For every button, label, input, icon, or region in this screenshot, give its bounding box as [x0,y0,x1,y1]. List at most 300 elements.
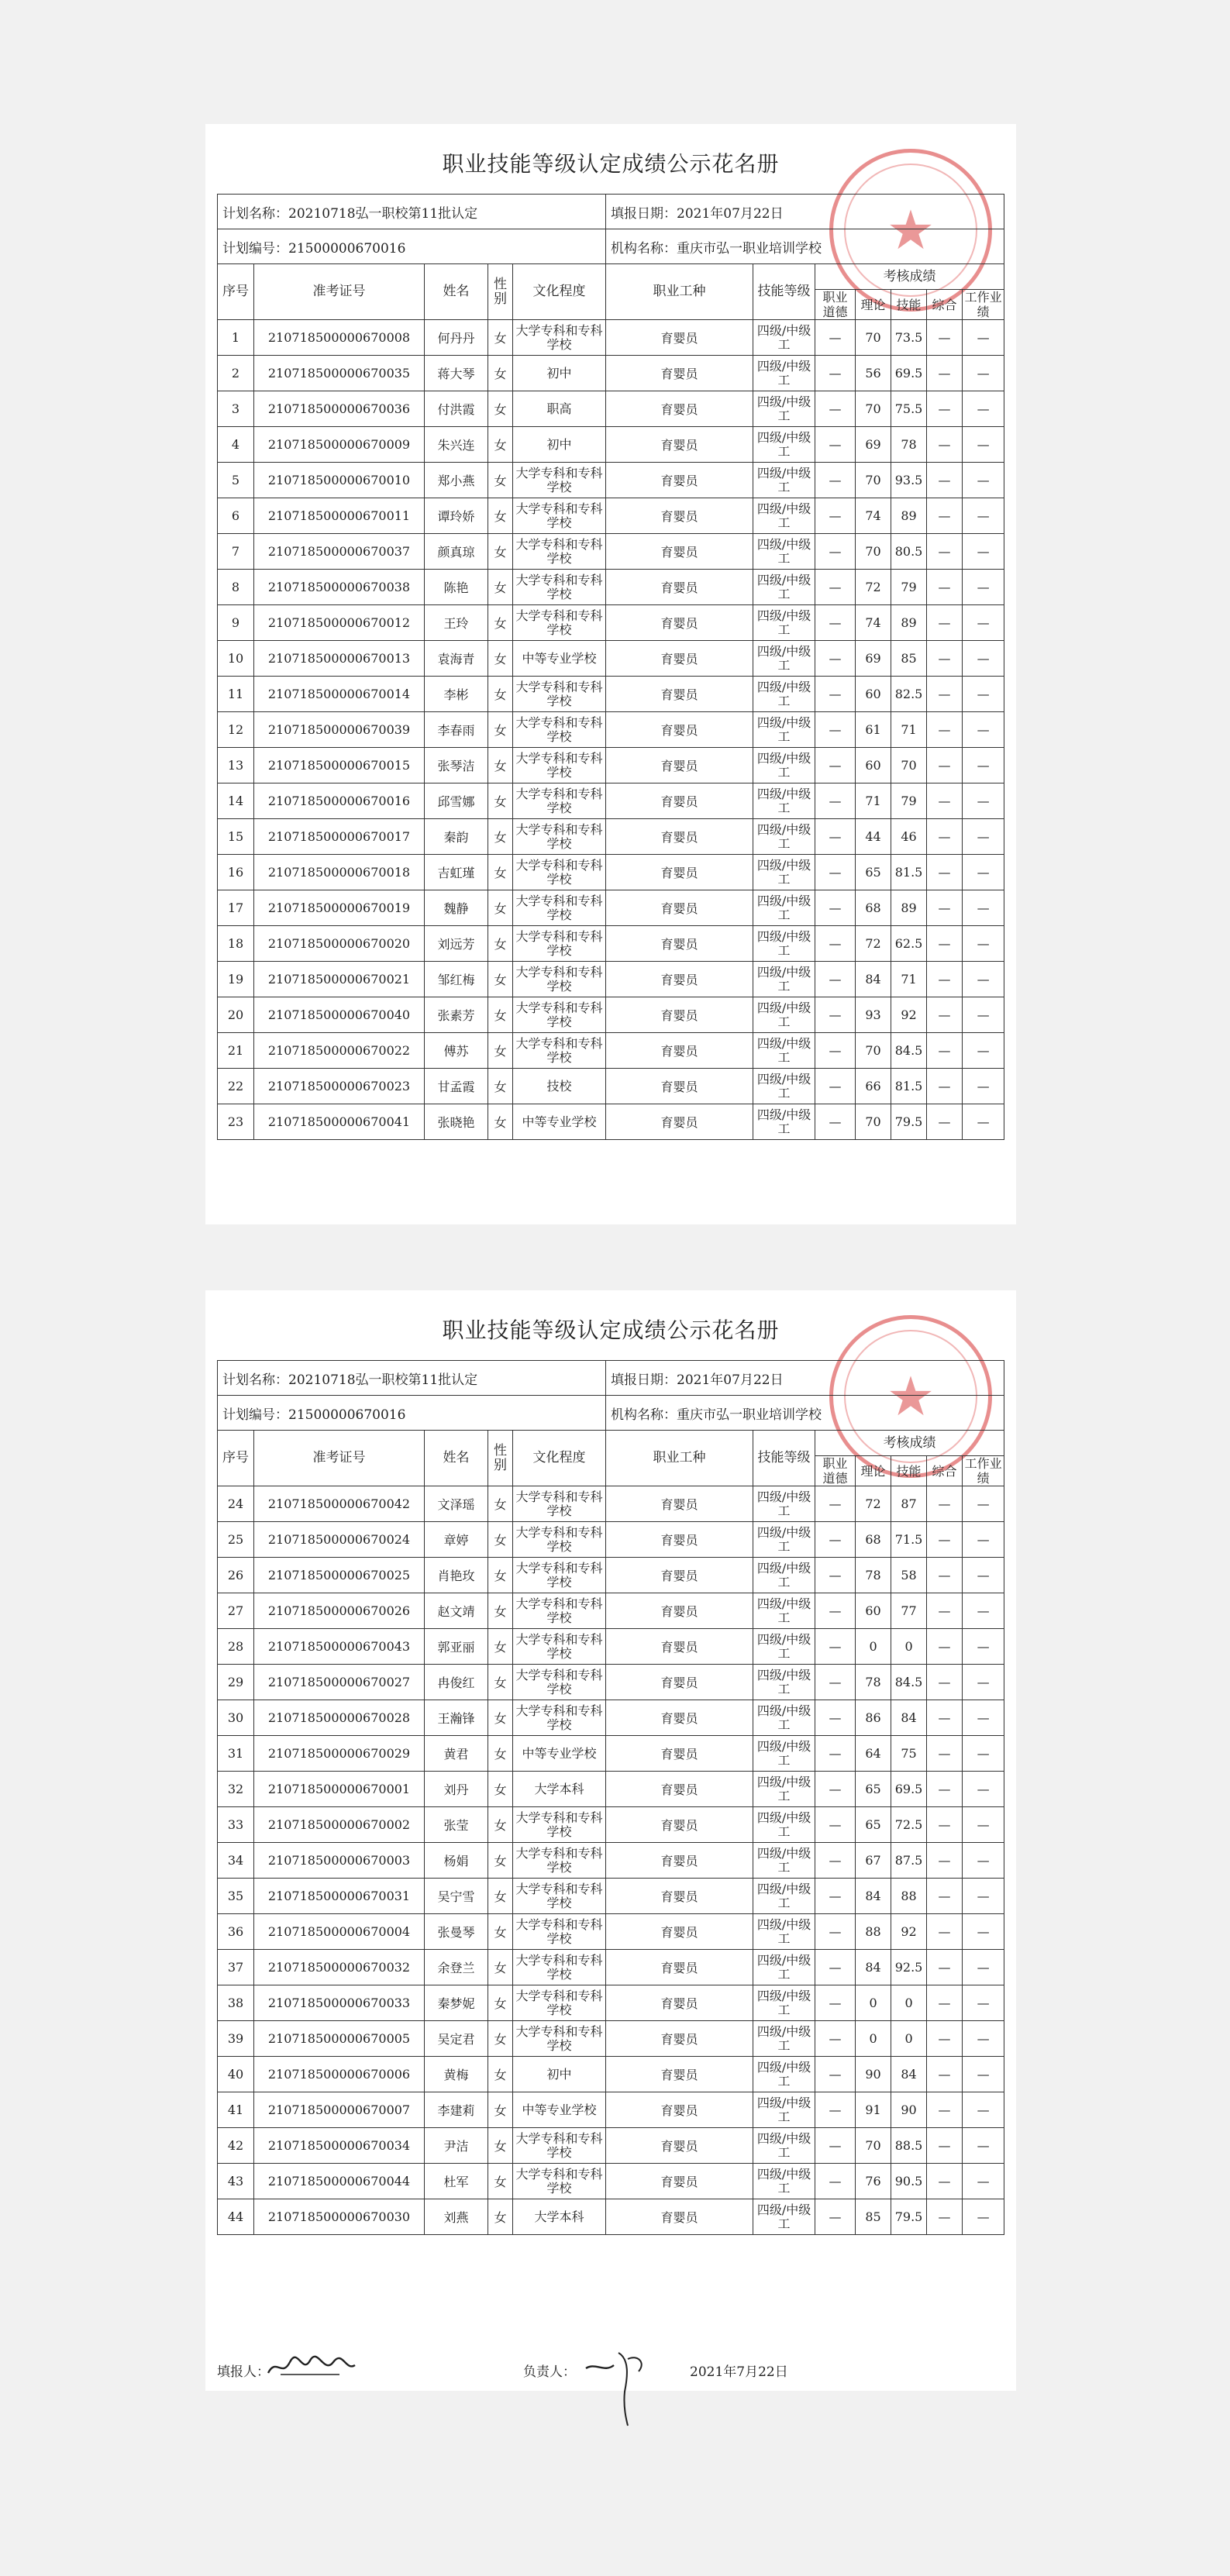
roster-page-1 [205,124,1016,1224]
comprehensive-cell: — [927,997,963,1033]
skill-cell: 75.5 [891,391,927,427]
education-cell: 大学专科和专科学校 [513,498,606,534]
education-cell: 大学专科和专科学校 [513,570,606,605]
education-cell: 大学专科和专科学校 [513,1033,606,1069]
seq-cell: 21 [218,1033,254,1069]
gender-cell: 女 [488,1772,513,1807]
seq-cell: 12 [218,712,254,748]
education-cell: 初中 [513,2057,606,2092]
grade-cell: 四级/中级工 [753,1593,815,1629]
performance-cell: — [963,748,1004,783]
skill-cell: 78 [891,427,927,463]
skill-cell: 89 [891,605,927,641]
occupation-cell: 育婴员 [606,605,753,641]
gender-cell: 女 [488,1629,513,1665]
ethics-cell: — [815,1522,856,1558]
seq-cell: 5 [218,463,254,498]
grade-cell: 四级/中级工 [753,1522,815,1558]
comprehensive-cell: — [927,320,963,356]
exam-no-cell: 210718500000670002 [254,1807,425,1843]
gender-cell: 女 [488,391,513,427]
occupation-cell: 育婴员 [606,1879,753,1914]
grade-cell: 四级/中级工 [753,391,815,427]
roster-page-2 [205,1290,1016,2391]
education-cell: 大学专科和专科学校 [513,1486,606,1522]
education-cell: 大学专科和专科学校 [513,926,606,962]
grade-cell: 四级/中级工 [753,997,815,1033]
score-table [217,194,1004,1140]
table-row [218,1914,1004,1950]
performance-cell: — [963,2092,1004,2128]
exam-no-cell: 210718500000670017 [254,819,425,855]
ethics-cell: — [815,712,856,748]
name-cell: 郭亚丽 [425,1629,488,1665]
skill-cell: 58 [891,1558,927,1593]
plan-number: 计划编号：21500000670016 [218,229,606,264]
grade-cell: 四级/中级工 [753,783,815,819]
seq-cell: 25 [218,1522,254,1558]
performance-cell: — [963,783,1004,819]
grade-cell: 四级/中级工 [753,427,815,463]
occupation-cell: 育婴员 [606,2021,753,2057]
theory-cell: 70 [856,1033,891,1069]
occupation-cell: 育婴员 [606,783,753,819]
exam-no-cell: 210718500000670014 [254,677,425,712]
skill-cell: 81.5 [891,855,927,890]
header-comprehensive: 综合 [927,1456,963,1486]
performance-cell: — [963,641,1004,677]
theory-cell: 65 [856,855,891,890]
table-row [218,819,1004,855]
performance-cell: — [963,926,1004,962]
ethics-cell: — [815,855,856,890]
education-cell: 大学专科和专科学校 [513,748,606,783]
table-row [218,962,1004,997]
performance-cell: — [963,570,1004,605]
gender-cell: 女 [488,605,513,641]
header-seq: 序号 [218,264,254,320]
theory-cell: 84 [856,962,891,997]
grade-cell: 四级/中级工 [753,1772,815,1807]
seq-cell: 37 [218,1950,254,1985]
comprehensive-cell: — [927,2021,963,2057]
occupation-cell: 育婴员 [606,677,753,712]
grade-cell: 四级/中级工 [753,1985,815,2021]
occupation-cell: 育婴员 [606,1950,753,1985]
performance-cell: — [963,1069,1004,1104]
gender-cell: 女 [488,1914,513,1950]
seq-cell: 18 [218,926,254,962]
grade-cell: 四级/中级工 [753,2092,815,2128]
ethics-cell: — [815,819,856,855]
skill-cell: 87 [891,1486,927,1522]
gender-cell: 女 [488,890,513,926]
education-cell: 大学专科和专科学校 [513,2164,606,2199]
seq-cell: 28 [218,1629,254,1665]
grade-cell: 四级/中级工 [753,2021,815,2057]
seq-cell: 22 [218,1069,254,1104]
plan-name: 计划名称：20210718弘一职校第11批认定 [218,195,606,229]
header-gender: 性别 [488,264,513,320]
name-cell: 张曼琴 [425,1914,488,1950]
education-cell: 大学专科和专科学校 [513,1807,606,1843]
header-education: 文化程度 [513,1431,606,1486]
occupation-cell: 育婴员 [606,2057,753,2092]
exam-no-cell: 210718500000670025 [254,1558,425,1593]
theory-cell: 76 [856,2164,891,2199]
header-grade: 技能等级 [753,264,815,320]
comprehensive-cell: — [927,1950,963,1985]
performance-cell: — [963,1843,1004,1879]
performance-cell: — [963,605,1004,641]
ethics-cell: — [815,391,856,427]
ethics-cell: — [815,463,856,498]
grade-cell: 四级/中级工 [753,1843,815,1879]
occupation-cell: 育婴员 [606,1843,753,1879]
header-occupation: 职业工种 [606,264,753,320]
seq-cell: 10 [218,641,254,677]
grade-cell: 四级/中级工 [753,320,815,356]
grade-cell: 四级/中级工 [753,1629,815,1665]
comprehensive-cell: — [927,498,963,534]
ethics-cell: — [815,1736,856,1772]
name-cell: 李彬 [425,677,488,712]
skill-cell: 71 [891,962,927,997]
grade-cell: 四级/中级工 [753,2057,815,2092]
theory-cell: 66 [856,1069,891,1104]
gender-cell: 女 [488,498,513,534]
education-cell: 大学专科和专科学校 [513,890,606,926]
seq-cell: 23 [218,1104,254,1140]
table-row [218,356,1004,391]
education-cell: 大学专科和专科学校 [513,463,606,498]
occupation-cell: 育婴员 [606,1985,753,2021]
exam-no-cell: 210718500000670042 [254,1486,425,1522]
occupation-cell: 育婴员 [606,1069,753,1104]
performance-cell: — [963,1033,1004,1069]
name-cell: 杜军 [425,2164,488,2199]
occupation-cell: 育婴员 [606,1104,753,1140]
education-cell: 大学专科和专科学校 [513,677,606,712]
performance-cell: — [963,2164,1004,2199]
comprehensive-cell: — [927,819,963,855]
gender-cell: 女 [488,1843,513,1879]
table-row [218,712,1004,748]
skill-cell: 46 [891,819,927,855]
skill-cell: 79 [891,783,927,819]
skill-cell: 93.5 [891,463,927,498]
grade-cell: 四级/中级工 [753,819,815,855]
comprehensive-cell: — [927,605,963,641]
comprehensive-cell: — [927,1985,963,2021]
skill-cell: 77 [891,1593,927,1629]
theory-cell: 90 [856,2057,891,2092]
skill-cell: 70 [891,748,927,783]
performance-cell: — [963,427,1004,463]
education-cell: 大学专科和专科学校 [513,783,606,819]
occupation-cell: 育婴员 [606,1593,753,1629]
exam-no-cell: 210718500000670004 [254,1914,425,1950]
exam-no-cell: 210718500000670044 [254,2164,425,2199]
name-cell: 秦韵 [425,819,488,855]
performance-cell: — [963,962,1004,997]
seq-cell: 29 [218,1665,254,1700]
name-cell: 甘孟霞 [425,1069,488,1104]
name-cell: 赵文靖 [425,1593,488,1629]
page-title: 职业技能等级认定成绩公示花名册 [442,1317,780,1343]
occupation-cell: 育婴员 [606,498,753,534]
responsible-label: 负责人： [523,2364,576,2380]
seq-cell: 16 [218,855,254,890]
occupation-cell: 育婴员 [606,1486,753,1522]
name-cell: 付洪霞 [425,391,488,427]
name-cell: 傅苏 [425,1033,488,1069]
education-cell: 初中 [513,427,606,463]
grade-cell: 四级/中级工 [753,534,815,570]
name-cell: 谭玲娇 [425,498,488,534]
seq-cell: 20 [218,997,254,1033]
gender-cell: 女 [488,855,513,890]
gender-cell: 女 [488,320,513,356]
skill-cell: 84 [891,1700,927,1736]
name-cell: 刘远芳 [425,926,488,962]
performance-cell: — [963,1486,1004,1522]
theory-cell: 88 [856,1914,891,1950]
gender-cell: 女 [488,926,513,962]
comprehensive-cell: — [927,1486,963,1522]
seq-cell: 30 [218,1700,254,1736]
occupation-cell: 育婴员 [606,855,753,890]
table-row [218,605,1004,641]
ethics-cell: — [815,1950,856,1985]
table-row [218,1069,1004,1104]
occupation-cell: 育婴员 [606,926,753,962]
comprehensive-cell: — [927,641,963,677]
exam-no-cell: 210718500000670003 [254,1843,425,1879]
name-cell: 吴定君 [425,2021,488,2057]
seq-cell: 7 [218,534,254,570]
skill-cell: 89 [891,890,927,926]
seq-cell: 9 [218,605,254,641]
skill-cell: 84 [891,2057,927,2092]
performance-cell: — [963,890,1004,926]
occupation-cell: 育婴员 [606,1522,753,1558]
ethics-cell: — [815,1665,856,1700]
ethics-cell: — [815,1807,856,1843]
ethics-cell: — [815,2057,856,2092]
education-cell: 大学专科和专科学校 [513,1985,606,2021]
gender-cell: 女 [488,1700,513,1736]
exam-no-cell: 210718500000670028 [254,1700,425,1736]
table-row [218,2199,1004,2235]
skill-cell: 0 [891,1985,927,2021]
exam-no-cell: 210718500000670016 [254,783,425,819]
comprehensive-cell: — [927,962,963,997]
comprehensive-cell: — [927,570,963,605]
grade-cell: 四级/中级工 [753,1665,815,1700]
footer-date: 2021年7月22日 [690,2364,788,2380]
seq-cell: 3 [218,391,254,427]
name-cell: 吴宁雪 [425,1879,488,1914]
grade-cell: 四级/中级工 [753,1736,815,1772]
exam-no-cell: 210718500000670019 [254,890,425,926]
seq-cell: 33 [218,1807,254,1843]
grade-cell: 四级/中级工 [753,2199,815,2235]
performance-cell: — [963,1985,1004,2021]
name-cell: 袁海青 [425,641,488,677]
gender-cell: 女 [488,1486,513,1522]
skill-cell: 79.5 [891,2199,927,2235]
comprehensive-cell: — [927,926,963,962]
exam-no-cell: 210718500000670010 [254,463,425,498]
table-row [218,1033,1004,1069]
exam-no-cell: 210718500000670005 [254,2021,425,2057]
header-theory: 理论 [856,1456,891,1486]
name-cell: 余登兰 [425,1950,488,1985]
occupation-cell: 育婴员 [606,890,753,926]
grade-cell: 四级/中级工 [753,1700,815,1736]
ethics-cell: — [815,2128,856,2164]
exam-no-cell: 210718500000670037 [254,534,425,570]
seq-cell: 44 [218,2199,254,2235]
grade-cell: 四级/中级工 [753,1033,815,1069]
score-table [217,1360,1004,2235]
occupation-cell: 育婴员 [606,2199,753,2235]
name-cell: 王瀚锋 [425,1700,488,1736]
filler-signature-icon [265,2351,358,2382]
header-theory: 理论 [856,290,891,320]
ethics-cell: — [815,962,856,997]
comprehensive-cell: — [927,1522,963,1558]
name-cell: 张琴洁 [425,748,488,783]
gender-cell: 女 [488,534,513,570]
exam-no-cell: 210718500000670040 [254,997,425,1033]
occupation-cell: 育婴员 [606,2164,753,2199]
exam-no-cell: 210718500000670026 [254,1593,425,1629]
exam-no-cell: 210718500000670023 [254,1069,425,1104]
grade-cell: 四级/中级工 [753,748,815,783]
comprehensive-cell: — [927,748,963,783]
gender-cell: 女 [488,1104,513,1140]
gender-cell: 女 [488,2128,513,2164]
skill-cell: 92 [891,1914,927,1950]
exam-no-cell: 210718500000670034 [254,2128,425,2164]
skill-cell: 79 [891,570,927,605]
theory-cell: 60 [856,677,891,712]
education-cell: 大学专科和专科学校 [513,997,606,1033]
table-row [218,570,1004,605]
grade-cell: 四级/中级工 [753,1486,815,1522]
grade-cell: 四级/中级工 [753,1104,815,1140]
theory-cell: 85 [856,2199,891,2235]
comprehensive-cell: — [927,1033,963,1069]
name-cell: 王玲 [425,605,488,641]
table-row [218,677,1004,712]
skill-cell: 69.5 [891,356,927,391]
skill-cell: 69.5 [891,1772,927,1807]
performance-cell: — [963,855,1004,890]
comprehensive-cell: — [927,855,963,890]
seq-cell: 4 [218,427,254,463]
gender-cell: 女 [488,1985,513,2021]
seq-cell: 42 [218,2128,254,2164]
theory-cell: 56 [856,356,891,391]
table-row [218,1522,1004,1558]
header-comprehensive: 综合 [927,290,963,320]
seq-cell: 24 [218,1486,254,1522]
performance-cell: — [963,2057,1004,2092]
table-row [218,1558,1004,1593]
table-row [218,1736,1004,1772]
comprehensive-cell: — [927,1843,963,1879]
ethics-cell: — [815,1593,856,1629]
name-cell: 黄君 [425,1736,488,1772]
theory-cell: 0 [856,1629,891,1665]
grade-cell: 四级/中级工 [753,712,815,748]
skill-cell: 0 [891,1629,927,1665]
education-cell: 大学专科和专科学校 [513,2128,606,2164]
education-cell: 大学专科和专科学校 [513,605,606,641]
name-cell: 刘丹 [425,1772,488,1807]
seq-cell: 38 [218,1985,254,2021]
seq-cell: 32 [218,1772,254,1807]
occupation-cell: 育婴员 [606,997,753,1033]
ethics-cell: — [815,427,856,463]
performance-cell: — [963,1665,1004,1700]
signature-footer [217,2356,1004,2384]
exam-no-cell: 210718500000670032 [254,1950,425,1985]
ethics-cell: — [815,2092,856,2128]
exam-no-cell: 210718500000670021 [254,962,425,997]
table-row [218,748,1004,783]
grade-cell: 四级/中级工 [753,677,815,712]
education-cell: 大学专科和专科学校 [513,819,606,855]
exam-no-cell: 210718500000670013 [254,641,425,677]
table-row [218,391,1004,427]
grade-cell: 四级/中级工 [753,1950,815,1985]
performance-cell: — [963,463,1004,498]
exam-no-cell: 210718500000670008 [254,320,425,356]
ethics-cell: — [815,783,856,819]
education-cell: 大学专科和专科学校 [513,1522,606,1558]
grade-cell: 四级/中级工 [753,1879,815,1914]
grade-cell: 四级/中级工 [753,1807,815,1843]
table-row [218,463,1004,498]
name-cell: 邱雪娜 [425,783,488,819]
name-cell: 何丹丹 [425,320,488,356]
seq-cell: 11 [218,677,254,712]
gender-cell: 女 [488,997,513,1033]
grade-cell: 四级/中级工 [753,1914,815,1950]
exam-no-cell: 210718500000670020 [254,926,425,962]
theory-cell: 68 [856,890,891,926]
skill-cell: 90.5 [891,2164,927,2199]
education-cell: 大学本科 [513,2199,606,2235]
grade-cell: 四级/中级工 [753,356,815,391]
comprehensive-cell: — [927,1700,963,1736]
performance-cell: — [963,997,1004,1033]
performance-cell: — [963,2021,1004,2057]
header-name: 姓名 [425,1431,488,1486]
header-name: 姓名 [425,264,488,320]
table-row [218,1950,1004,1985]
header-exam-no: 准考证号 [254,264,425,320]
gender-cell: 女 [488,1069,513,1104]
table-row [218,2057,1004,2092]
skill-cell: 62.5 [891,926,927,962]
ethics-cell: — [815,1985,856,2021]
comprehensive-cell: — [927,2164,963,2199]
